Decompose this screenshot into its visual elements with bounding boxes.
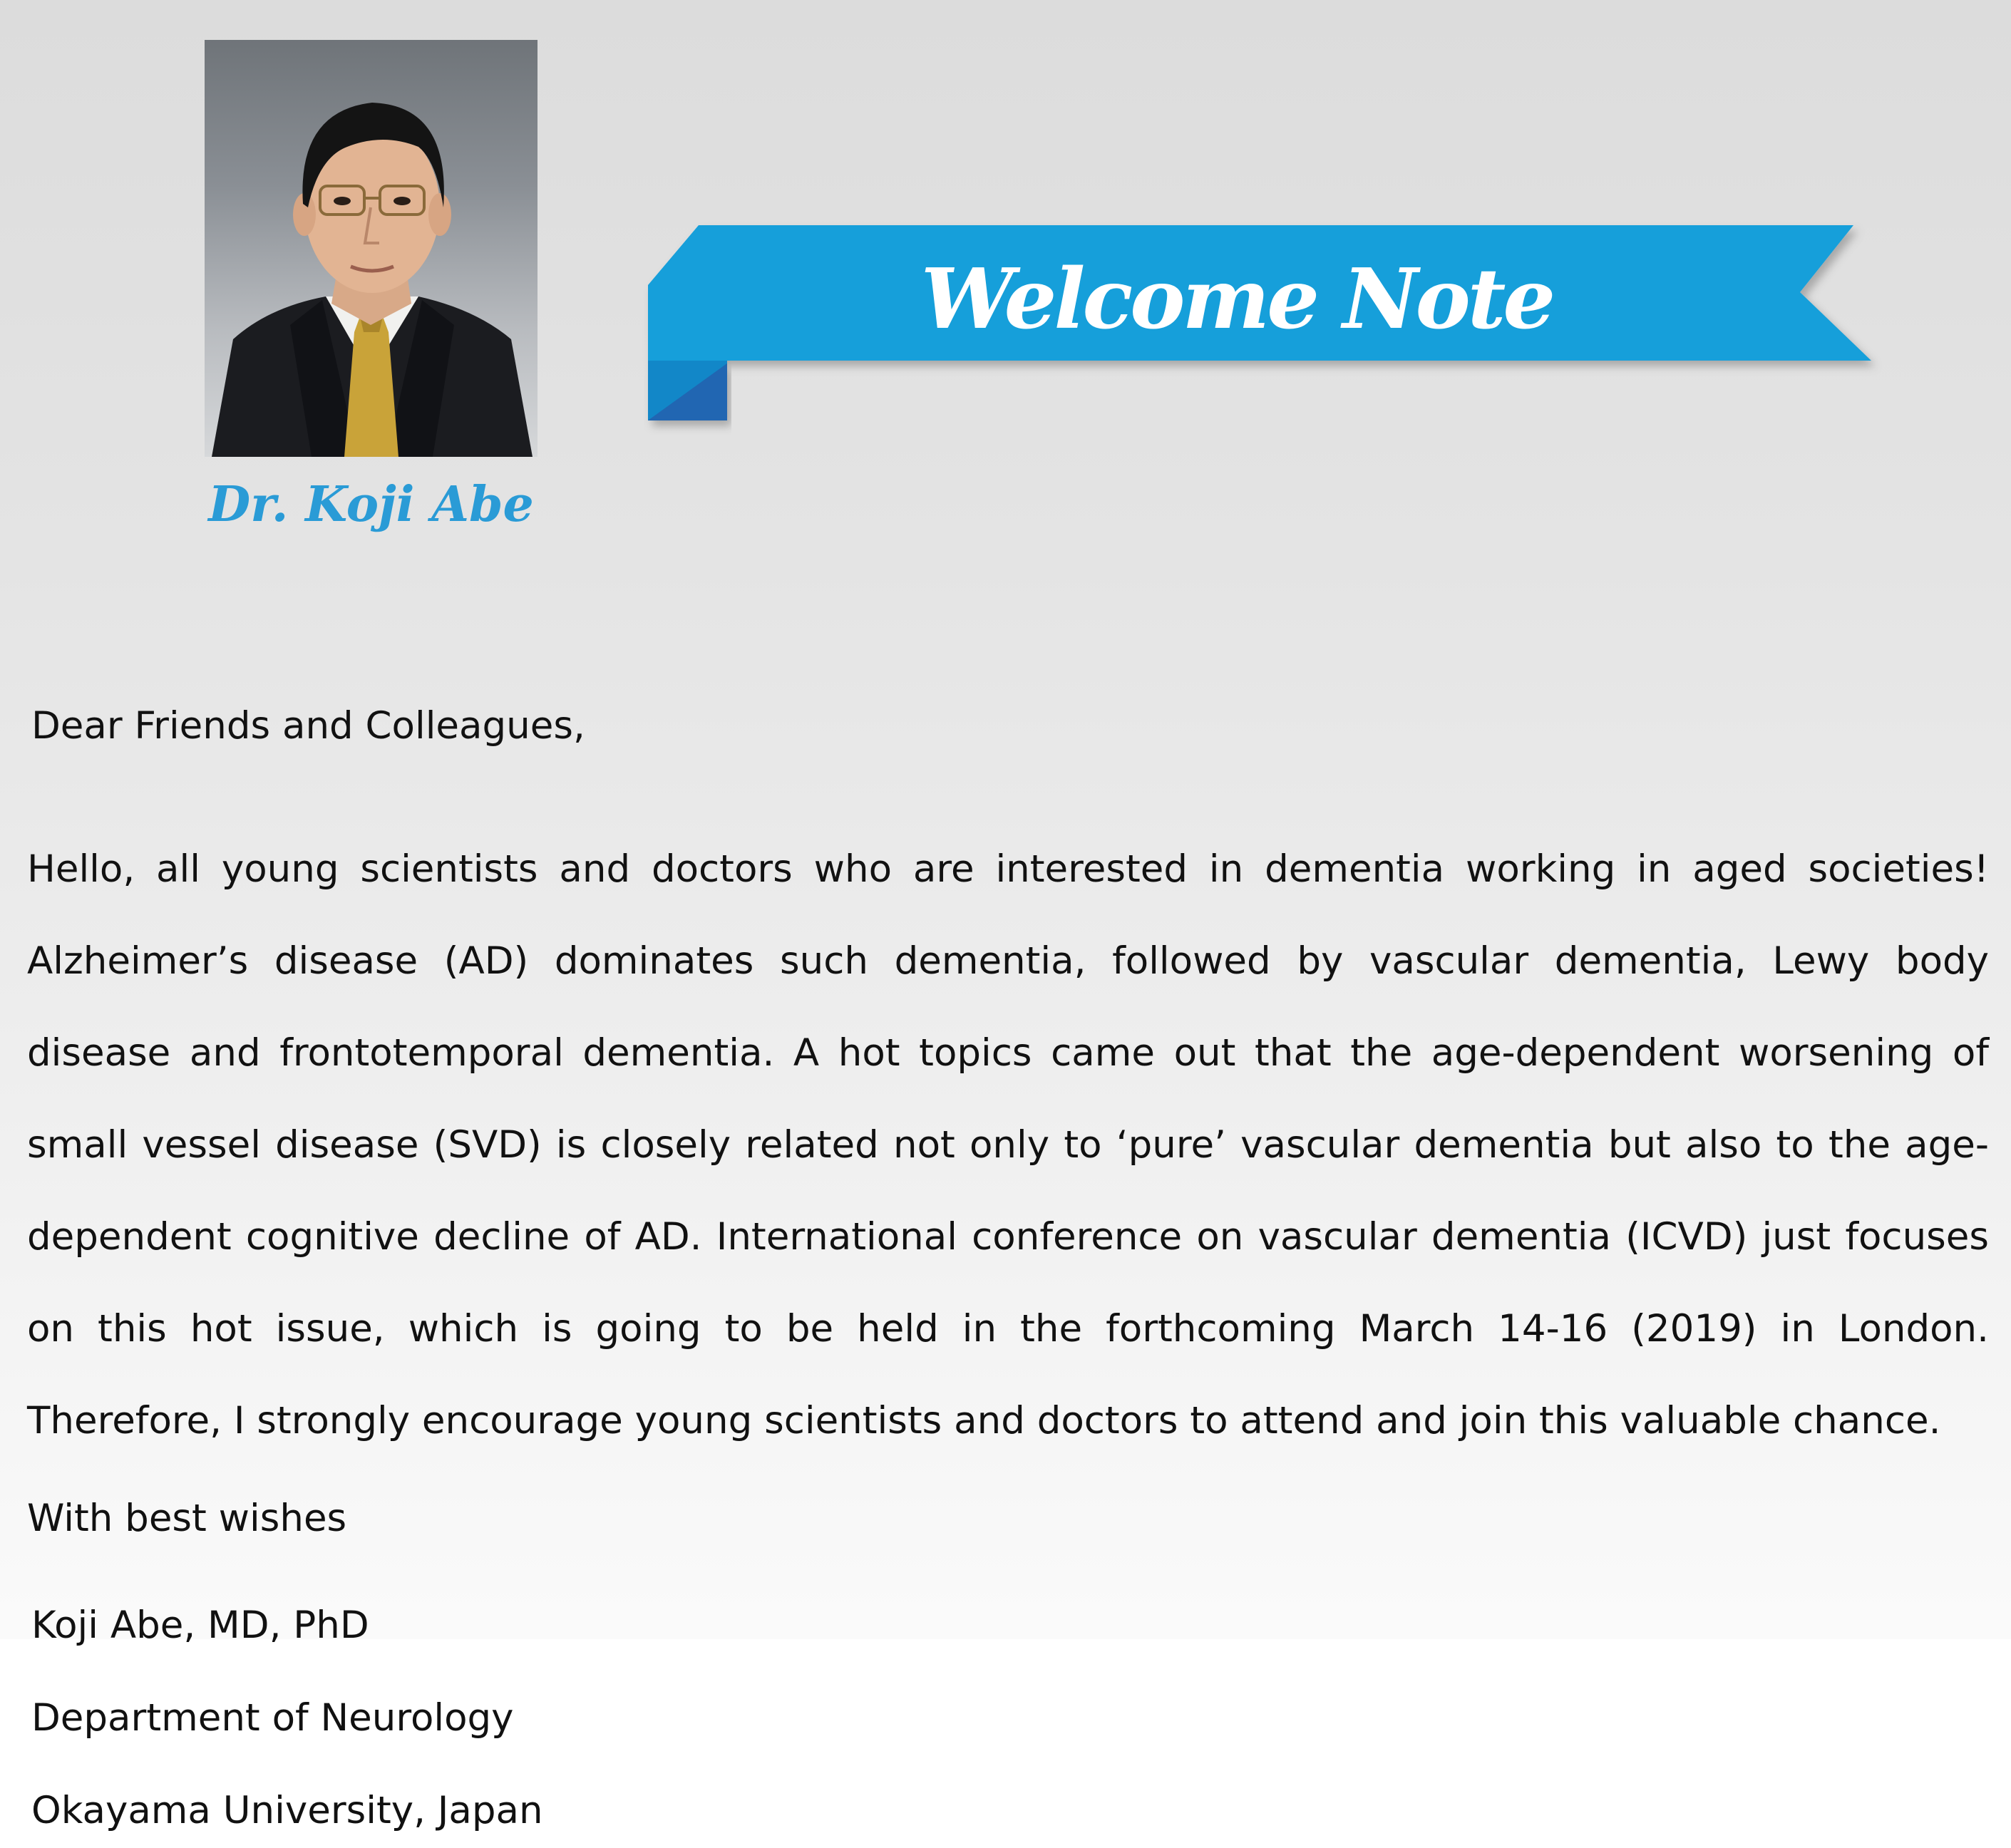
signature-university: Okayama University, Japan [31,1789,543,1832]
signature-department: Department of Neurology [31,1696,514,1740]
letter-body: Hello, all young scientists and doctors who are interested in dementia working in aged societies! Alzheimer’s disease (AD) dominates such dementia, followed by vascular dementia, Lewy body disease and frontotemporal dementia. A hot topics came out that the age-dependent worsening of small vessel disease (SVD) is closely related not only to ‘pure’ vascular dementia but also to the age-dependent cognitive decline of AD. International conference on vascular dementia (ICVD) just focuses on this hot issue, which is going to be held in the forthcoming March 14-16 (2019) in London. Therefore, I strongly encourage young scientists and doctors to attend and join this valuable chance. [27,847,1989,1442]
letter-salutation: Dear Friends and Colleagues, [31,704,585,748]
welcome-note-title: Welcome Note [920,251,1553,348]
letter-closing: With best wishes [27,1497,347,1540]
signature-name: Koji Abe, MD, PhD [31,1604,369,1647]
doctor-portrait-photo [205,40,538,457]
doctor-name-caption: Dr. Koji Abe [208,476,534,533]
